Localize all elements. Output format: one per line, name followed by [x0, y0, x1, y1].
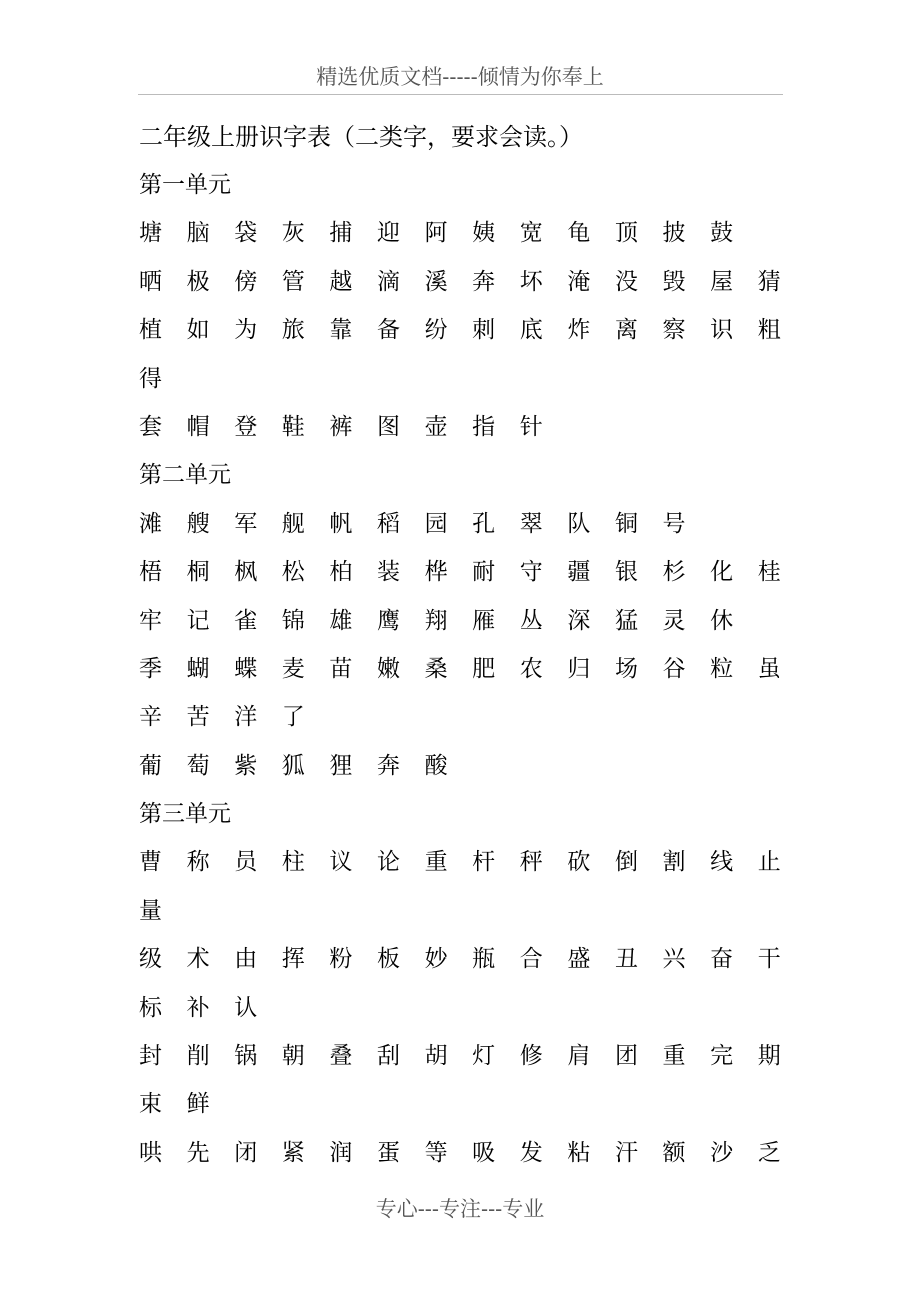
unit-heading: 第三单元 — [139, 801, 231, 828]
character: 姨 — [472, 220, 496, 247]
character: 杆 — [472, 849, 496, 876]
character-row — [139, 838, 789, 886]
character: 等 — [424, 1139, 448, 1166]
character: 毁 — [662, 268, 686, 295]
unit-section — [139, 161, 789, 451]
unit-section — [139, 451, 789, 790]
character: 洋 — [234, 704, 258, 731]
character: 谷 — [662, 655, 686, 682]
character: 挥 — [281, 946, 305, 973]
character: 线 — [710, 849, 734, 876]
character: 朝 — [281, 1043, 305, 1070]
character: 记 — [186, 607, 210, 634]
character: 袋 — [234, 220, 258, 247]
character: 如 — [186, 317, 210, 344]
character: 梧 — [139, 559, 162, 586]
character: 蛋 — [376, 1139, 400, 1166]
character: 了 — [281, 704, 305, 731]
character: 披 — [662, 220, 686, 247]
character: 哄 — [139, 1139, 162, 1166]
character: 松 — [281, 559, 305, 586]
character-row — [139, 1129, 789, 1177]
character: 割 — [662, 849, 686, 876]
units-container — [139, 161, 789, 1177]
character: 深 — [567, 607, 591, 634]
character: 艘 — [186, 510, 210, 537]
character: 雀 — [234, 607, 258, 634]
character-row — [139, 887, 789, 935]
character: 沙 — [710, 1139, 734, 1166]
character: 丑 — [614, 946, 638, 973]
character: 酸 — [424, 752, 448, 779]
character: 宽 — [519, 220, 543, 247]
character: 完 — [710, 1043, 734, 1070]
character: 砍 — [567, 849, 591, 876]
character: 管 — [281, 268, 305, 295]
character: 曹 — [139, 849, 162, 876]
character: 塘 — [139, 220, 162, 247]
character: 团 — [614, 1043, 638, 1070]
character: 论 — [376, 849, 400, 876]
character: 壶 — [424, 413, 448, 440]
character: 银 — [614, 559, 638, 586]
character-row — [139, 258, 789, 306]
character: 期 — [757, 1043, 781, 1070]
character: 润 — [329, 1139, 353, 1166]
character: 纷 — [424, 317, 448, 344]
character: 溪 — [424, 268, 448, 295]
character: 止 — [757, 849, 781, 876]
character-row — [139, 935, 789, 983]
character: 队 — [567, 510, 591, 537]
character: 奔 — [472, 268, 496, 295]
page-header: 精选优质文档-----倾情为你奉上 — [316, 65, 604, 89]
character: 植 — [139, 317, 162, 344]
character: 认 — [234, 994, 258, 1021]
character: 员 — [234, 849, 258, 876]
character: 狸 — [329, 752, 353, 779]
character: 翠 — [519, 510, 543, 537]
character: 盛 — [567, 946, 591, 973]
character-row — [139, 984, 789, 1032]
character: 胡 — [424, 1043, 448, 1070]
character: 叠 — [329, 1043, 353, 1070]
character: 粉 — [329, 946, 353, 973]
character-row — [139, 355, 789, 403]
character: 灵 — [662, 607, 686, 634]
character: 丛 — [519, 607, 543, 634]
character: 先 — [186, 1139, 210, 1166]
character: 灯 — [472, 1043, 496, 1070]
character: 猜 — [757, 268, 781, 295]
character: 苗 — [329, 655, 353, 682]
character: 级 — [139, 946, 162, 973]
character: 鹰 — [376, 607, 400, 634]
character: 鼓 — [710, 220, 734, 247]
character: 粘 — [567, 1139, 591, 1166]
character: 识 — [710, 317, 734, 344]
character: 阿 — [424, 220, 448, 247]
character: 乏 — [757, 1139, 781, 1166]
character: 封 — [139, 1043, 162, 1070]
character: 倒 — [614, 849, 638, 876]
character: 粗 — [757, 317, 781, 344]
document-body — [139, 113, 789, 1177]
character: 针 — [519, 413, 543, 440]
header-divider — [138, 94, 783, 95]
character: 号 — [662, 510, 686, 537]
character: 桑 — [424, 655, 448, 682]
character: 极 — [186, 268, 210, 295]
character: 雁 — [472, 607, 496, 634]
character: 鞋 — [281, 413, 305, 440]
character: 套 — [139, 413, 162, 440]
character: 吸 — [472, 1139, 496, 1166]
character-row — [139, 403, 789, 451]
character: 顶 — [614, 220, 638, 247]
character: 辛 — [139, 704, 162, 731]
character: 登 — [234, 413, 258, 440]
character: 枫 — [234, 559, 258, 586]
character: 柱 — [281, 849, 305, 876]
character-row — [139, 742, 789, 790]
character: 麦 — [281, 655, 305, 682]
character: 桦 — [424, 559, 448, 586]
character: 发 — [519, 1139, 543, 1166]
character: 锦 — [281, 607, 305, 634]
character: 图 — [376, 413, 400, 440]
character-row — [139, 500, 789, 548]
character: 察 — [662, 317, 686, 344]
character: 稻 — [376, 510, 400, 537]
character-row — [139, 306, 789, 354]
character: 称 — [186, 849, 210, 876]
character: 坏 — [519, 268, 543, 295]
unit-heading: 第一单元 — [139, 172, 231, 198]
character: 翔 — [424, 607, 448, 634]
character: 苦 — [186, 704, 210, 731]
unit-heading: 第二单元 — [139, 462, 231, 489]
character-row — [139, 1080, 789, 1128]
character: 离 — [614, 317, 638, 344]
character: 铜 — [614, 510, 638, 537]
character: 补 — [186, 994, 210, 1021]
character: 底 — [519, 317, 543, 344]
character: 肩 — [567, 1043, 591, 1070]
character: 削 — [186, 1043, 210, 1070]
character: 桂 — [757, 559, 781, 586]
character-row — [139, 1032, 789, 1080]
character: 修 — [519, 1043, 543, 1070]
character: 炸 — [567, 317, 591, 344]
character: 休 — [710, 607, 734, 634]
document-title: 二年级上册识字表（二类字，要求会读。） — [139, 123, 583, 151]
character: 紫 — [234, 752, 258, 779]
character-row — [139, 548, 789, 596]
character: 园 — [424, 510, 448, 537]
character: 量 — [139, 897, 162, 924]
character: 淹 — [567, 268, 591, 295]
character: 傍 — [234, 268, 258, 295]
character: 没 — [614, 268, 638, 295]
character: 紧 — [281, 1139, 305, 1166]
character: 猛 — [614, 607, 638, 634]
character: 汗 — [614, 1139, 638, 1166]
character: 奋 — [710, 946, 734, 973]
character: 迎 — [376, 220, 400, 247]
character: 标 — [139, 994, 162, 1021]
character: 秤 — [519, 849, 543, 876]
character: 瓶 — [472, 946, 496, 973]
character: 术 — [186, 946, 210, 973]
character: 板 — [376, 946, 400, 973]
character: 鲜 — [186, 1091, 210, 1118]
character: 农 — [519, 655, 543, 682]
character: 蝶 — [234, 655, 258, 682]
character: 滩 — [139, 510, 162, 537]
character: 归 — [567, 655, 591, 682]
character: 束 — [139, 1091, 162, 1118]
character: 狐 — [281, 752, 305, 779]
character: 为 — [234, 317, 258, 344]
character: 龟 — [567, 220, 591, 247]
character: 耐 — [472, 559, 496, 586]
page-footer: 专心---专注---专业 — [375, 1197, 545, 1221]
character: 重 — [662, 1043, 686, 1070]
character: 脑 — [186, 220, 210, 247]
character: 杉 — [662, 559, 686, 586]
character: 灰 — [281, 220, 305, 247]
character: 干 — [757, 946, 781, 973]
character: 萄 — [186, 752, 210, 779]
character: 孔 — [472, 510, 496, 537]
character: 季 — [139, 655, 162, 682]
character: 奔 — [376, 752, 400, 779]
character: 捕 — [329, 220, 353, 247]
character: 闭 — [234, 1139, 258, 1166]
character: 帽 — [186, 413, 210, 440]
character: 装 — [376, 559, 400, 586]
character: 守 — [519, 559, 543, 586]
character: 粒 — [710, 655, 734, 682]
character: 葡 — [139, 752, 162, 779]
character: 靠 — [329, 317, 353, 344]
character: 军 — [234, 510, 258, 537]
character: 雄 — [329, 607, 353, 634]
character-row — [139, 209, 789, 257]
character: 指 — [472, 413, 496, 440]
unit-section — [139, 790, 789, 1177]
character-row — [139, 645, 789, 693]
character: 晒 — [139, 268, 162, 295]
character: 嫩 — [376, 655, 400, 682]
character: 柏 — [329, 559, 353, 586]
character: 刮 — [376, 1043, 400, 1070]
character: 肥 — [472, 655, 496, 682]
character: 帆 — [329, 510, 353, 537]
character: 蝴 — [186, 655, 210, 682]
character-row — [139, 693, 789, 741]
character: 锅 — [234, 1043, 258, 1070]
character: 由 — [234, 946, 258, 973]
character: 合 — [519, 946, 543, 973]
character: 化 — [710, 559, 734, 586]
character: 议 — [329, 849, 353, 876]
character: 裤 — [329, 413, 353, 440]
character: 兴 — [662, 946, 686, 973]
character: 重 — [424, 849, 448, 876]
character-row — [139, 597, 789, 645]
character: 桐 — [186, 559, 210, 586]
character: 虽 — [757, 655, 781, 682]
character: 越 — [329, 268, 353, 295]
character: 刺 — [472, 317, 496, 344]
character: 舰 — [281, 510, 305, 537]
character: 牢 — [139, 607, 162, 634]
character: 屋 — [710, 268, 734, 295]
character: 场 — [614, 655, 638, 682]
character: 疆 — [567, 559, 591, 586]
character: 滴 — [376, 268, 400, 295]
character: 额 — [662, 1139, 686, 1166]
character: 得 — [139, 365, 162, 392]
character: 妙 — [424, 946, 448, 973]
character: 旅 — [281, 317, 305, 344]
character: 备 — [376, 317, 400, 344]
